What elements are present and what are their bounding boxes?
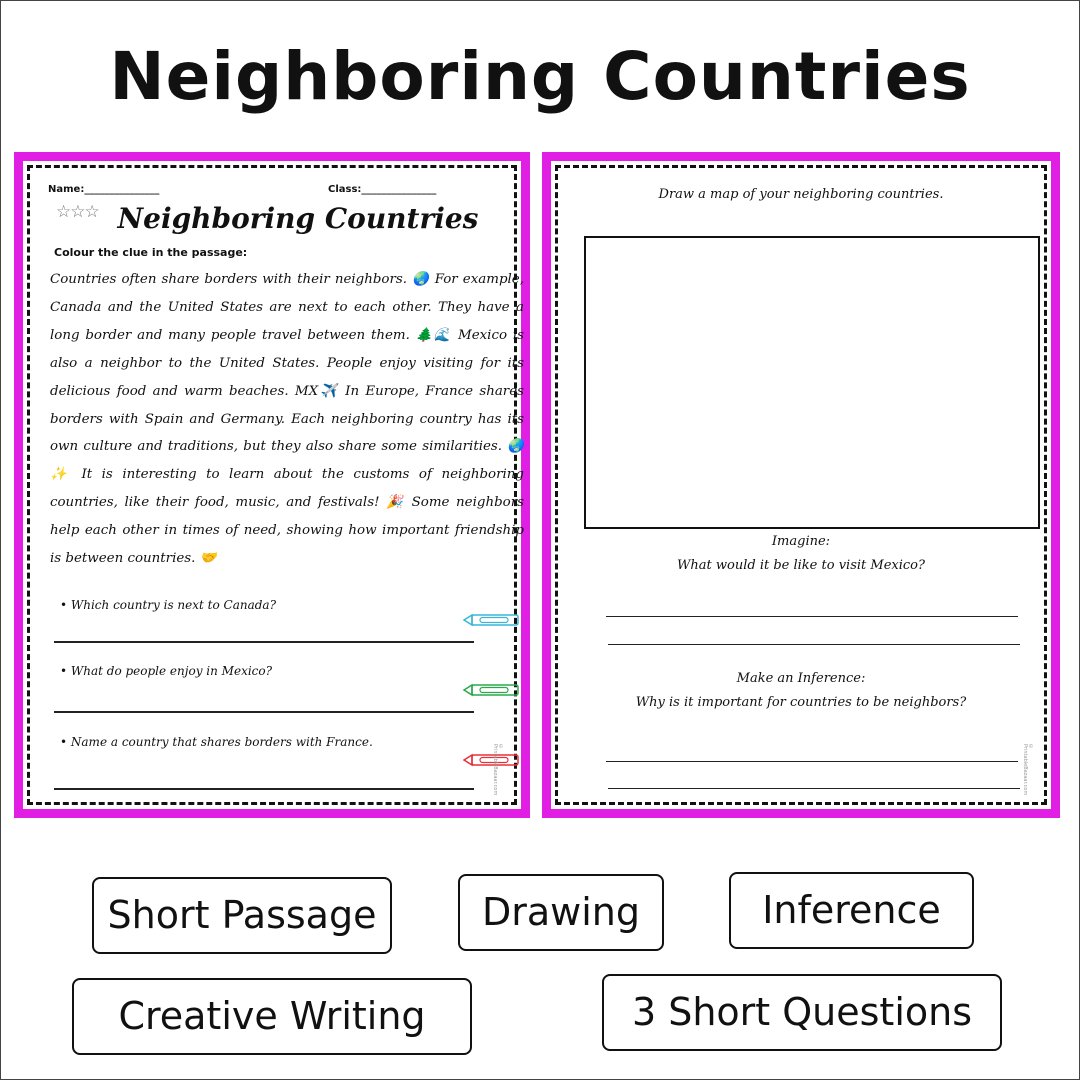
tag-creative-writing: Creative Writing [72, 978, 472, 1055]
question-text: Name a country that shares borders with France. [70, 735, 373, 749]
inference-heading: Make an Inference: [736, 671, 866, 686]
tag-3-short-questions: 3 Short Questions [602, 974, 1002, 1051]
worksheet-left-preview [14, 152, 530, 818]
draw-prompt: Draw a map of your neighboring countries. [658, 187, 944, 202]
answer-line [606, 761, 1018, 762]
drawing-box [584, 236, 1040, 529]
instruction-text: Colour the clue in the passage: [54, 246, 248, 259]
main-title: Neighboring Countries [109, 38, 971, 115]
credit-text: © PrintableBazaar.com [492, 744, 504, 796]
class-field-label: Class:_______________ [328, 184, 437, 195]
worksheet-right-preview [542, 152, 1060, 818]
question-text: Which country is next to Canada? [70, 598, 277, 612]
answer-line [54, 788, 474, 790]
answer-line [606, 616, 1018, 617]
worksheet-page [566, 174, 1036, 796]
credit-text: © PrintableBazaar.com [1022, 744, 1034, 796]
blue-crayon-icon [462, 612, 522, 628]
answer-line [608, 788, 1020, 789]
dashed-border [27, 165, 524, 805]
question-3: • Name a country that shares borders with France. [60, 735, 373, 749]
answer-line [54, 711, 474, 713]
question-1: • Which country is next to Canada? [60, 598, 277, 612]
imagine-heading: Imagine: [771, 534, 831, 549]
tag-drawing: Drawing [458, 874, 664, 951]
tag-inference: Inference [729, 872, 974, 949]
reading-passage: Countries often share borders with their neighbors. 🌏 For example, Canada and the United States are next to each other. They have a long border and many people travel between them. 🌲🌊 Mexico is also a neighbor to the United States. People enjoy visiting for its delicious food and warm beaches. MX✈️ In Europe, France shares borders with Spain and Germany. Each neighboring country has its own culture and traditions, but they also share some similarities. 🌏✨ It is interesting to learn about the customs of neighboring countries, like their food, music, and festivals! 🎉 Some neighbors help each other in times of need, showing how important friendship is between countries. 🤝 [50, 272, 524, 567]
green-crayon-icon [462, 682, 522, 698]
answer-line [608, 644, 1020, 645]
question-text: What do people enjoy in Mexico? [70, 664, 273, 678]
imagine-question: What would it be like to visit Mexico? [677, 558, 925, 573]
worksheet-page [38, 174, 524, 796]
answer-line [54, 641, 474, 643]
inference-question: Why is it important for countries to be neighbors? [635, 695, 967, 710]
question-2: • What do people enjoy in Mexico? [60, 664, 273, 678]
tag-short-passage: Short Passage [92, 877, 392, 954]
name-field-label: Name:_______________ [48, 184, 160, 195]
worksheet-title: Neighboring Countries [117, 202, 479, 235]
star-rating-icon: ☆☆☆ [56, 202, 99, 222]
dashed-border [555, 165, 1047, 805]
